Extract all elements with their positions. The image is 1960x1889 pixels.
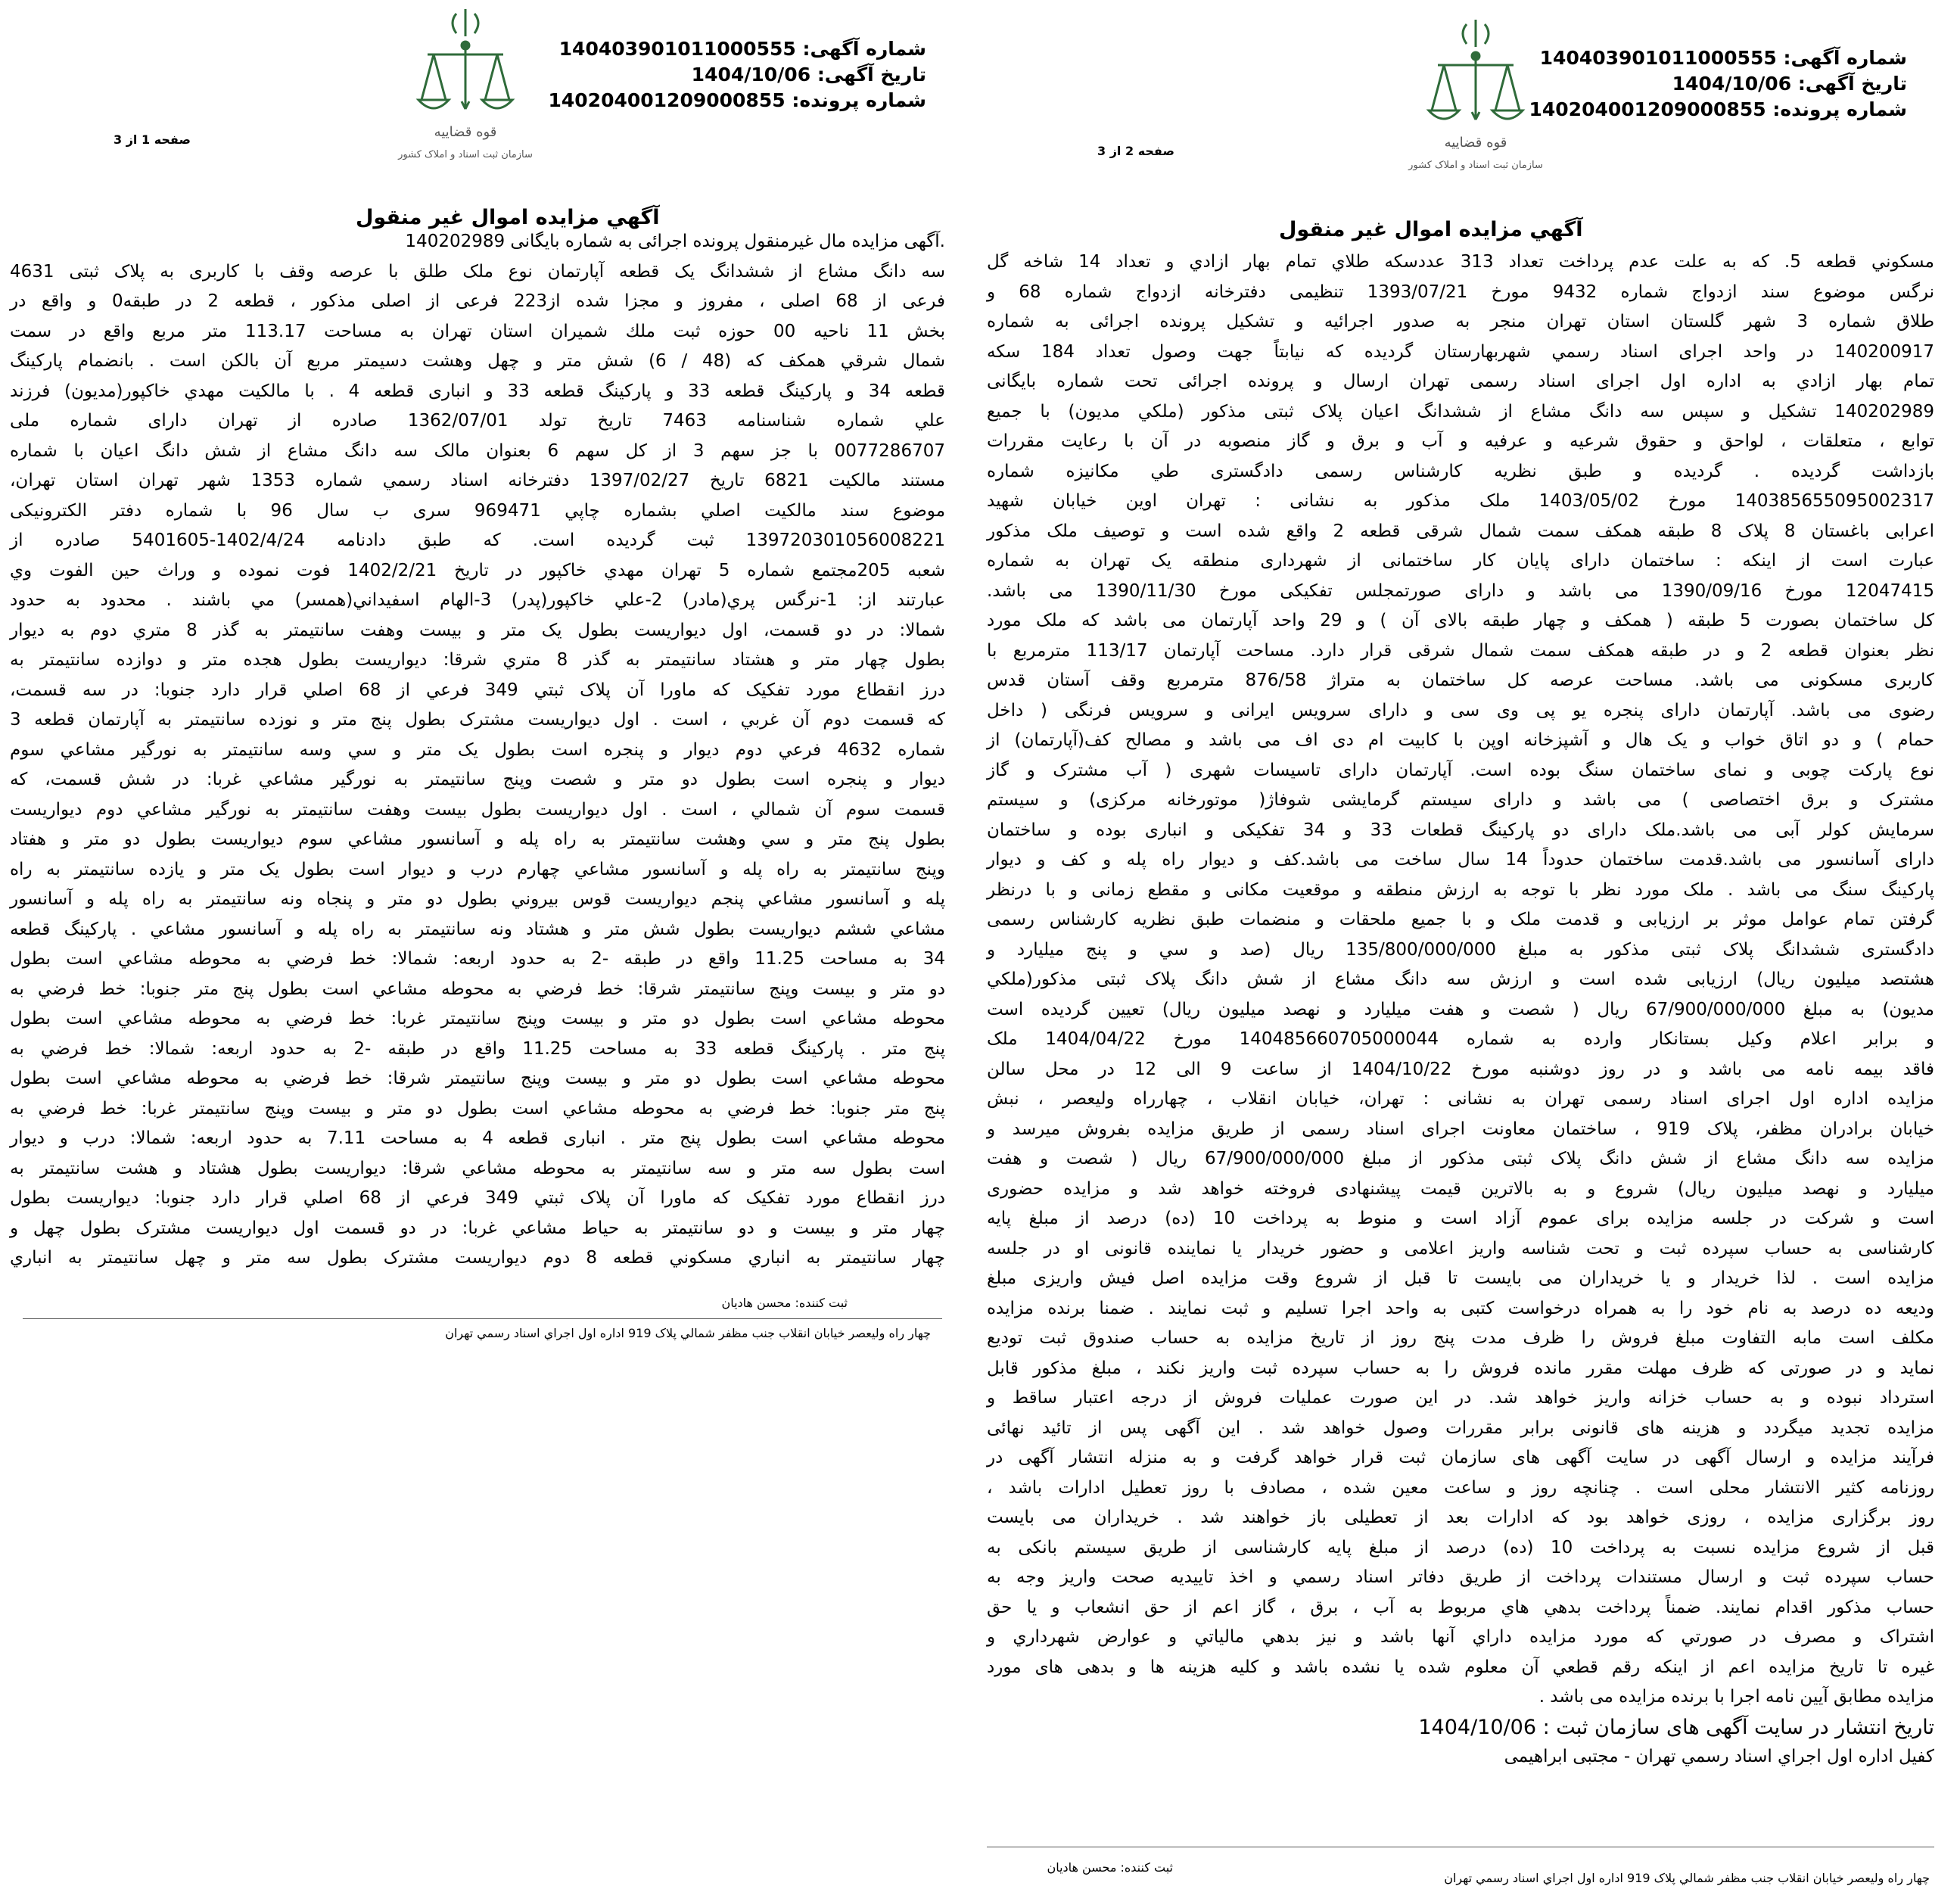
ad-number-row bbox=[549, 36, 927, 62]
text-line: ديوار و پنجره است بطول دو متر و شصت وپنج سانتيمتر به نورگير مشاعي غربا: در شش قسمت، كه bbox=[10, 770, 945, 789]
text-line: پاركينگ سنگ می باشد . ملک مورد نظر با توجه به ارزش منطقه و موقعيت مكانی و مقطع زمانی و با درنظر bbox=[987, 879, 1934, 900]
page-1 bbox=[0, 0, 954, 1889]
text-line: بخش 11 ناحيه 00 حوزه ثبت ملك شميران استان تهران به مساحت 113.17 متر مربع واقع در سمت bbox=[10, 321, 945, 341]
text-line: روز برگزاری مزايده ، روزی خواهد بود كه ادارات بعد از تعطيلی باز خواهند شد . خريداران می بايست bbox=[987, 1508, 1934, 1527]
ad-body bbox=[987, 247, 1934, 1772]
text-line: مسكوني قطعه 5. كه به علت عدم پرداخت تعداد 313 عددسكه طلاي تمام بهار ازادي و تعداد 14 شاخه گل bbox=[987, 252, 1934, 272]
text-line: چهار متر و بيست و دو سانتيمتر به حياط مشاعي غربا: در دو قسمت اول ديواريست مشترک بطول چهل و bbox=[10, 1218, 945, 1238]
text-line: مشترک و برق اختصاصی ) می باشد و دارای سيستم گرمايشی شوفاژ( موتورخانه مركزی) و سيستم bbox=[987, 790, 1934, 810]
text-line: .آگهی مزايده مال غيرمنقول پرونده اجرائی به شماره بايگانی 140202989 bbox=[405, 232, 945, 251]
text-line: 139720301056008221 ثبت گرديده است. كه طبق دادنامه 1402/4/24-5401605 صادره از bbox=[10, 531, 945, 550]
page-number: صفحه 1 از 3 bbox=[114, 132, 191, 147]
text-line: علي شماره شناسنامه 7463 تاريخ تولد 1362/07/01 صادره از تهران دارای شماره ملی bbox=[10, 411, 946, 431]
text-line: و برابر اعلام وكيل بستانكار وارده به شماره 140485660705000044 مورخ 1404/04/22 ملک bbox=[987, 1029, 1934, 1049]
text-line: نمايد و در صورتی كه ظرف مهلت مقرر مانده فروش را به حساب سپرده ثبت واريز نكند ، مبلغ مذكور قابل bbox=[987, 1358, 1934, 1378]
ad-number: 140403901011000555 bbox=[1539, 47, 1777, 69]
text-line: چهار سانتيمتر به انباري مسكوني قطعه 8 دوم ديواريست مشترک بطول سه متر و چهل سانتيمتر به انباري bbox=[10, 1248, 946, 1268]
text-line: شعبه 205مجتمع شماره 5 تهران مهدي خاكپور در تاريخ 1402/2/21 فوت نموده و وراث حين الفوت وي bbox=[10, 560, 945, 580]
text-line: است بطول سه متر و سه سانتيمتر به محوطه مشاعي شرقا: ديواريست بطول هشتاد و هشت سانتيمتر به bbox=[10, 1158, 945, 1178]
text-line: 140200917 در واحد اجرای اسناد رسمي شهربهارستان گرديده كه نيابتاً جهت وصول تعداد 184 سكه bbox=[987, 341, 1934, 362]
text-line: غيره تا تاريخ مزايده اعم از اينكه رقم قطعي آن معلوم شده يا نشده باشد و كليه هزينه ها و بدهی های مورد bbox=[987, 1657, 1934, 1677]
text-line: عبارتند از: 1-نرگس پري(مادر) 2-علي خاكپور(پدر) 3-الهام اسفيداني(همسر) مي باشند . محدود به حدود bbox=[10, 590, 945, 610]
text-line: هشتصد ميليون ريال) ارزيابی شده است و ارزش سه دانگ مشاع از شش دانگ پلاک ثبتی مذكور(ملكي bbox=[987, 969, 1934, 989]
text-line: تاريخ انتشار در سايت آگهی های سازمان ثبت : 1404/10/06 bbox=[1418, 1715, 1934, 1739]
text-line: توابع ، متعلقات ، لواحق و حقوق شرعيه و عرفيه و آب و برق و گاز منصوبه در آن با رعايت مقررات bbox=[987, 431, 1934, 451]
text-line: بطول پنج متر و سي وهشت سانتيمتر به راه پله و آسانسور مشاعي سوم ديواريست بطول دو متر و هفتاد bbox=[10, 829, 945, 849]
text-line: مزايده مطابق آيين نامه اجرا با برنده مزايده می باشد . bbox=[1538, 1687, 1934, 1707]
text-line: درز انقطاع مورد تفكيک كه ماورا آن پلاک ثبتي 349 فرعي از 68 اصلي قرار دارد جنوبا: ديواريست بطول bbox=[10, 1188, 945, 1208]
text-line: تمام بهار ازادي به اداره اول اجرای اسناد رسمی تهران ارسال و پرونده اجرائی تحت شماره بايگانی bbox=[987, 372, 1934, 391]
case-number-row bbox=[1529, 97, 1908, 123]
divider bbox=[23, 1318, 942, 1319]
text-line: درز انقطاع مورد تفكيک كه ماورا آن پلاک ثبتي 349 فرعي از 68 اصلي قرار دارد جنوبا: در سه قسمت، bbox=[10, 680, 945, 700]
text-line: قبل از شروع مزايده نسبت به پرداخت 10 (ده) درصد از مبلغ پايه كارشناسی از طريق سيستم بانكی به bbox=[987, 1537, 1934, 1558]
page-title: آگهي مزايده اموال غير منقول bbox=[1279, 218, 1583, 241]
ad-header bbox=[1529, 45, 1908, 123]
text-line: نظر بعنوان قطعه 2 و در طبقه همكف سمت شمال شرقی قرار دارد. مساحت آپارتمان 113/17 مترمربع با bbox=[987, 640, 1935, 661]
text-line: روزنامه كثير الانتشار محلی است . چنانچه روز و ساعت معين شده ، مصادف با روز تعطيل ادارات باشد ، bbox=[987, 1477, 1934, 1498]
ad-number-label: شماره آگهی: bbox=[802, 38, 926, 60]
ad-date-row bbox=[1529, 71, 1908, 97]
text-line: استرداد نبوده و به حساب خزانه واريز خواهد شد. در اين صورت عمليات فروش از درجه اعتبار ساقط و bbox=[987, 1388, 1934, 1408]
text-line: پنج متر . پاركينگ قطعه 33 به مساحت 11.25 واقع در طبقه -2 به حدود اربعه: شمالا: خط فرضي به bbox=[10, 1038, 945, 1059]
svg-text:سازمان ثبت اسناد و املاک کشور: سازمان ثبت اسناد و املاک کشور bbox=[398, 149, 533, 160]
text-line: 140202989 تشكيل و سپس سه دانگ مشاع از ششدانگ اعيان پلاک ثبتی مذكور (ملكي مديون) با جميع bbox=[987, 401, 1934, 422]
text-line: رضوی می باشد. آپارتمان دارای پنجره يو پی وی سی و دارای سرويس ايرانی و سرويس فرنگی ( داخل bbox=[987, 700, 1934, 720]
svg-text:سازمان ثبت اسناد و املاک کشور: سازمان ثبت اسناد و املاک کشور bbox=[1408, 160, 1543, 171]
text-line: مزايده تجديد ميگردد و هزينه های قانونی برابر مقررات وصول خواهد شد . اين آگهی پس از تائيد نهائی bbox=[987, 1418, 1934, 1438]
judiciary-emblem-icon bbox=[1408, 17, 1543, 176]
office-address: چهار راه وليعصر خيابان انقلاب جنب مظفر شمالي پلاک 919 اداره اول اجراي اسناد رسمي تهران bbox=[1444, 1871, 1930, 1885]
judiciary-emblem-icon bbox=[398, 6, 533, 165]
text-line: فرآيند مزايده و ارسال آگهی در سايت آگهی های سازمان ثبت قرار خواهد گرفت و به منزله انتشار آگهی در bbox=[987, 1448, 1934, 1467]
text-line: 140385655095002317 مورخ 1403/05/02 ملک مذكور به نشانی : تهران اوين خيابان شهيد bbox=[987, 491, 1934, 511]
case-number: 140204001209000855 bbox=[1529, 98, 1766, 120]
svg-text:قوه قضاییه: قوه قضاییه bbox=[1444, 135, 1507, 151]
text-line: شماره 4632 فرعي دوم ديوار و پنجره است بطول يک متر و سي وسه سانتيمتر به نورگير مشاعي سوم bbox=[10, 739, 945, 760]
text-line: نوع پاركت چوبی و نمای ساختمان سنگ بوده است. آپارتمان دارای تاسيسات شهری ( آب مشترک و گاز bbox=[987, 760, 1934, 780]
text-line: سه دانگ مشاع از ششدانگ يک قطعه آپارتمان نوع ملک طلق با عرصه وقف با كاربری به پلاک ثبتی 4631 bbox=[10, 261, 945, 282]
text-line: سرمايش كولر آبی می باشد.ملک دارای دو پاركينگ قطعات 33 و 34 تفكيكی و انباری بوده و ساختمان bbox=[987, 820, 1934, 840]
ad-date: 1404/10/06 bbox=[1672, 73, 1792, 95]
text-line: محوطه مشاعي است بطول دو متر و بيست وپنج سانتيمتر شرقا: خط فرضي به محوطه مشاعي است بطول bbox=[10, 1069, 945, 1088]
case-number-label: شماره پرونده: bbox=[1772, 98, 1907, 120]
page-2 bbox=[976, 0, 1952, 1889]
registrar: ثبت كننده: محسن هاديان bbox=[1047, 1860, 1173, 1875]
text-line: گرفتن تمام عوامل موثر بر ارزيابی و قدمت ملک و با جميع ملحقات و منضمات طبق نظريه كارشناس رسمی bbox=[987, 910, 1934, 929]
text-line: فرعی از 68 اصلی ، مفروز و مجزا شده از223 فرعی از اصلی مذكور ، قطعه 2 در طبقه0 و واقع در bbox=[10, 291, 945, 311]
ad-body bbox=[10, 227, 945, 1274]
ad-date: 1404/10/06 bbox=[691, 64, 811, 86]
case-number-label: شماره پرونده: bbox=[792, 89, 926, 111]
text-line: دو متر و بيست وپنج سانتيمتر شرقا: خط فرضي به محوطه مشاعي است بطول پنج متر جنوبا: خط فرضي به bbox=[10, 979, 945, 999]
text-line: مزايده است . لذا خريدار و يا خريداران می بايست تا قبل از شروع وقت مزايده اصل فيش واريزی مبلغ bbox=[987, 1268, 1934, 1288]
ad-date-label: تاریخ آگهی: bbox=[817, 64, 926, 86]
text-line: محوطه مشاعي است بطول پنج متر . انباری قطعه 4 به مساحت 7.11 به حدود اربعه: شمالا: درب و ديوار bbox=[10, 1128, 945, 1148]
ad-number-label: شماره آگهی: bbox=[1783, 47, 1907, 69]
text-line: كارشناسی به حساب سپرده ثبت و تحت شناسه واريز اعلامی و حضور خريدار يا نماينده قانونی او در جلسه bbox=[987, 1238, 1934, 1259]
text-line: دارای آسانسور می باشد.قدمت ساختمان حدوداً 14 سال ساخت می باشد.كف و ديوار راه پله و كف و ديوار bbox=[987, 850, 1934, 870]
text-line: اشتراک و مصرف در صورتي كه مورد مزايده داراي آنها باشد و نيز بدهي مالياتي و عوارض شهرداري و bbox=[987, 1627, 1934, 1647]
text-line: قسمت سوم آن شمالي ، است . اول ديواريست بطول بيست وهفت سانتيمتر به نورگير مشاعي دوم ديواريست bbox=[10, 799, 945, 820]
ad-number-row bbox=[1529, 45, 1908, 71]
text-line: عبارت است از اينكه : ساختمان دارای پايان كار ساختمانی از شهرداری منطقه يک تهران به شماره bbox=[987, 551, 1934, 571]
text-line: مشاعي ششم ديواريست بطول شش متر و هشتاد ونه سانتيمتر به راه پله و آسانسور مشاعي . پاركينگ قطعه bbox=[10, 919, 945, 939]
ad-header bbox=[549, 36, 927, 114]
text-line: بطول چهار متر و هشتاد سانتيمتر به گذر 8 متري شرقا: ديواريست بطول هجده متر و دوازده سانتيمتر به bbox=[10, 650, 946, 670]
registrar: ثبت كننده: محسن هاديان bbox=[721, 1296, 848, 1310]
text-line: اعرابی باغستان 8 پلاک 8 طبقه همكف سمت شمال شرقی قطعه 2 واقع شده است و توصيف ملک مذكور bbox=[987, 521, 1934, 541]
text-line: حساب مذكور اقدام نمايند. ضمناً پرداخت بدهي هاي مربوط به آب ، برق ، گاز اعم از حق انشعاب و يا حق bbox=[987, 1597, 1934, 1617]
text-line: محوطه مشاعي است بطول دو متر و بيست وپنج سانتيمتر غربا: خط فرضي به محوطه مشاعي است بطول bbox=[10, 1009, 945, 1029]
text-line: كفيل اداره اول اجراي اسناد رسمي تهران - مجتبی ابراهيمی bbox=[1504, 1747, 1934, 1766]
text-line: كه قسمت دوم آن غربي ، است . اول ديواريست مشترک بطول پنج متر و نوزده سانتيمتر به آپارتمان قطعه 3 bbox=[10, 710, 945, 730]
text-line: قطعه 34 و پاركينگ قطعه 33 و پاركينگ قطعه 33 و انباری قطعه 4 . با مالكيت مهدي خاكپور(مديون) فرزند bbox=[10, 381, 946, 401]
text-line: كل ساختمان بصورت 5 طبقه ( همكف و چهار طبقه بالای آن ) و 29 واحد آپارتمان می باشد كه ملک مورد bbox=[987, 611, 1935, 630]
text-line: كاربری مسكونی می باشد. مساحت عرصه كل ساختمان به متراژ 876/58 مترمربع وقف آستان قدس bbox=[987, 671, 1935, 690]
text-line: شمال شرقي همكف كه (48 / 6) شش متر و چهل وهشت دسيمتر مربع آن بالكن است . بانضمام پاركينگ bbox=[10, 351, 945, 371]
logo bbox=[1408, 17, 1543, 176]
text-line: حساب سپرده ثبت و ارسال مستندات پرداخت از طريق دفاتر اسناد رسمي و اخذ تاييديه صحت واريز وجه به bbox=[987, 1567, 1934, 1587]
text-line: پله و آسانسور مشاعي پنجم ديواريست قوس بيروني بطول دو متر و پنجاه ونه سانتيمتر به راه پله و آسانسور bbox=[10, 889, 945, 909]
text-line: فاقد بيمه نامه می باشد و در روز دوشنبه مورخ 1404/10/22 از ساعت 9 الی 12 در محل سالن bbox=[987, 1059, 1934, 1079]
text-line: 0077286707 با جز سهم 3 از كل سهم 6 بعنوان مالک سه دانگ مشاع از شش دانگ اعيان با شماره bbox=[10, 440, 945, 461]
text-line: 12047415 مورخ 1390/09/16 می باشد و دارای صورتمجلس تفكيكی مورخ 1390/11/30 می باشد. bbox=[987, 580, 1934, 601]
text-line: خيابان برادران مظفر، پلاک 919 ، ساختمان معاونت اجرای اسناد رسمی از طريق مزايده بفروش ميرسد و bbox=[987, 1119, 1934, 1139]
text-line: مكلف است مابه التفاوت مبلغ فروش را ظرف مدت پنج روز از تاريخ مزايده به حساب صندوق ثبت توديع bbox=[987, 1328, 1934, 1348]
case-number: 140204001209000855 bbox=[548, 89, 786, 111]
text-line: وديعه ده درصد به نام خود را به همراه درخواست كتبی به واحد اجرا تسليم و ثبت نمايند . ضمنا برنده مزايده bbox=[987, 1298, 1934, 1318]
ad-number: 140403901011000555 bbox=[558, 38, 796, 60]
ad-date-label: تاریخ آگهی: bbox=[1797, 73, 1907, 95]
text-line: حمام ) و دو اتاق خواب و يک هال و آشپزخانه اوپن با كابيت ام دی اف می باشد و مصالح كف(آپارتمان) از bbox=[987, 730, 1934, 750]
case-number-row bbox=[549, 88, 927, 114]
page-title: آگهي مزايده اموال غير منقول bbox=[356, 206, 660, 229]
text-line: است و شركت در جلسه مزايده برای عموم آزاد است و منوط به پرداخت 10 (ده) درصد از مبلغ پايه bbox=[987, 1209, 1934, 1228]
text-line: دادگستری ششدانگ پلاک ثبتی مذكور به مبلغ 135/800/000/000 ريال (صد و سي و پنج ميليارد و bbox=[987, 939, 1934, 960]
office-address: چهار راه وليعصر خيابان انقلاب جنب مظفر شمالي پلاک 919 اداره اول اجراي اسناد رسمي تهران bbox=[445, 1326, 931, 1340]
text-line: نرگس موضوع سند ازدواج شماره 9432 مورخ 1393/07/21 تنظيمی دفترخانه ازدواج شماره 68 و bbox=[987, 282, 1934, 302]
ad-date-row bbox=[549, 62, 927, 88]
text-line: مزايده اداره اول اجرای اسناد رسمی تهران به نشانی : تهران، خيابان انقلاب ، چهارراه وليعصر ، نبش bbox=[987, 1089, 1934, 1109]
text-line: مديون) به مبلغ 67/900/000/000 ريال ( شصت و هفت ميليارد و نهصد ميليون ريال) تعيين گرديده است bbox=[987, 999, 1934, 1019]
text-line: ميليارد و نهصد ميليون ريال) شروع و به بالاترين قيمت پيشنهادی فروخته خواهد شد و مزايده حضوری bbox=[987, 1178, 1934, 1199]
text-line: وپنج سانتيمتر به راه پله و آسانسور مشاعي چهارم درب و ديوار است بطول يک متر و يازده سانتيمتر به راه bbox=[10, 859, 945, 879]
svg-text:قوه قضاییه: قوه قضاییه bbox=[434, 124, 497, 140]
text-line: پنج متر جنوبا: خط فرضي به محوطه مشاعي است بطول دو متر و بيست وپنج سانتيمتر غربا: خط فرضي به bbox=[10, 1098, 945, 1119]
text-line: مزايده سه دانگ مشاع از شش دانگ پلاک ثبتی مذكور از مبلغ 67/900/000/000 ريال ( شصت و هفت bbox=[987, 1149, 1935, 1169]
text-line: بازداشت گرديده . گرديده و طبق نظريه كارشناس رسمی دادگستری طي مكانيزه شماره bbox=[987, 461, 1934, 481]
text-line: مستند مالكيت 6821 تاريخ 1397/02/27 دفترخانه اسناد رسمي شماره 1353 شهر تهران استان تهران، bbox=[10, 471, 945, 490]
text-line: شمالا: در دو قسمت، اول ديواريست بطول يک متر و بيست وهفت سانتيمتر به گذر 8 متري دوم به ديوار bbox=[10, 620, 945, 640]
text-line: 34 به مساحت 11.25 واقع در طبقه -2 به حدود اربعه: شمالا: خط فرضي به محوطه مشاعي است بطول bbox=[10, 949, 945, 969]
text-line: موضوع سند مالكيت اصلي بشماره چاپي 969471 سری ب سال 96 با شماره دفتر الكترونيكی bbox=[10, 500, 946, 521]
page-number: صفحه 2 از 3 bbox=[1097, 144, 1174, 158]
text-line: طلاق شماره 3 شهر گلستان استان تهران منجر به صدور اجرائيه و تشكيل پرونده اجرائی به شماره bbox=[987, 312, 1935, 331]
logo bbox=[398, 6, 533, 165]
